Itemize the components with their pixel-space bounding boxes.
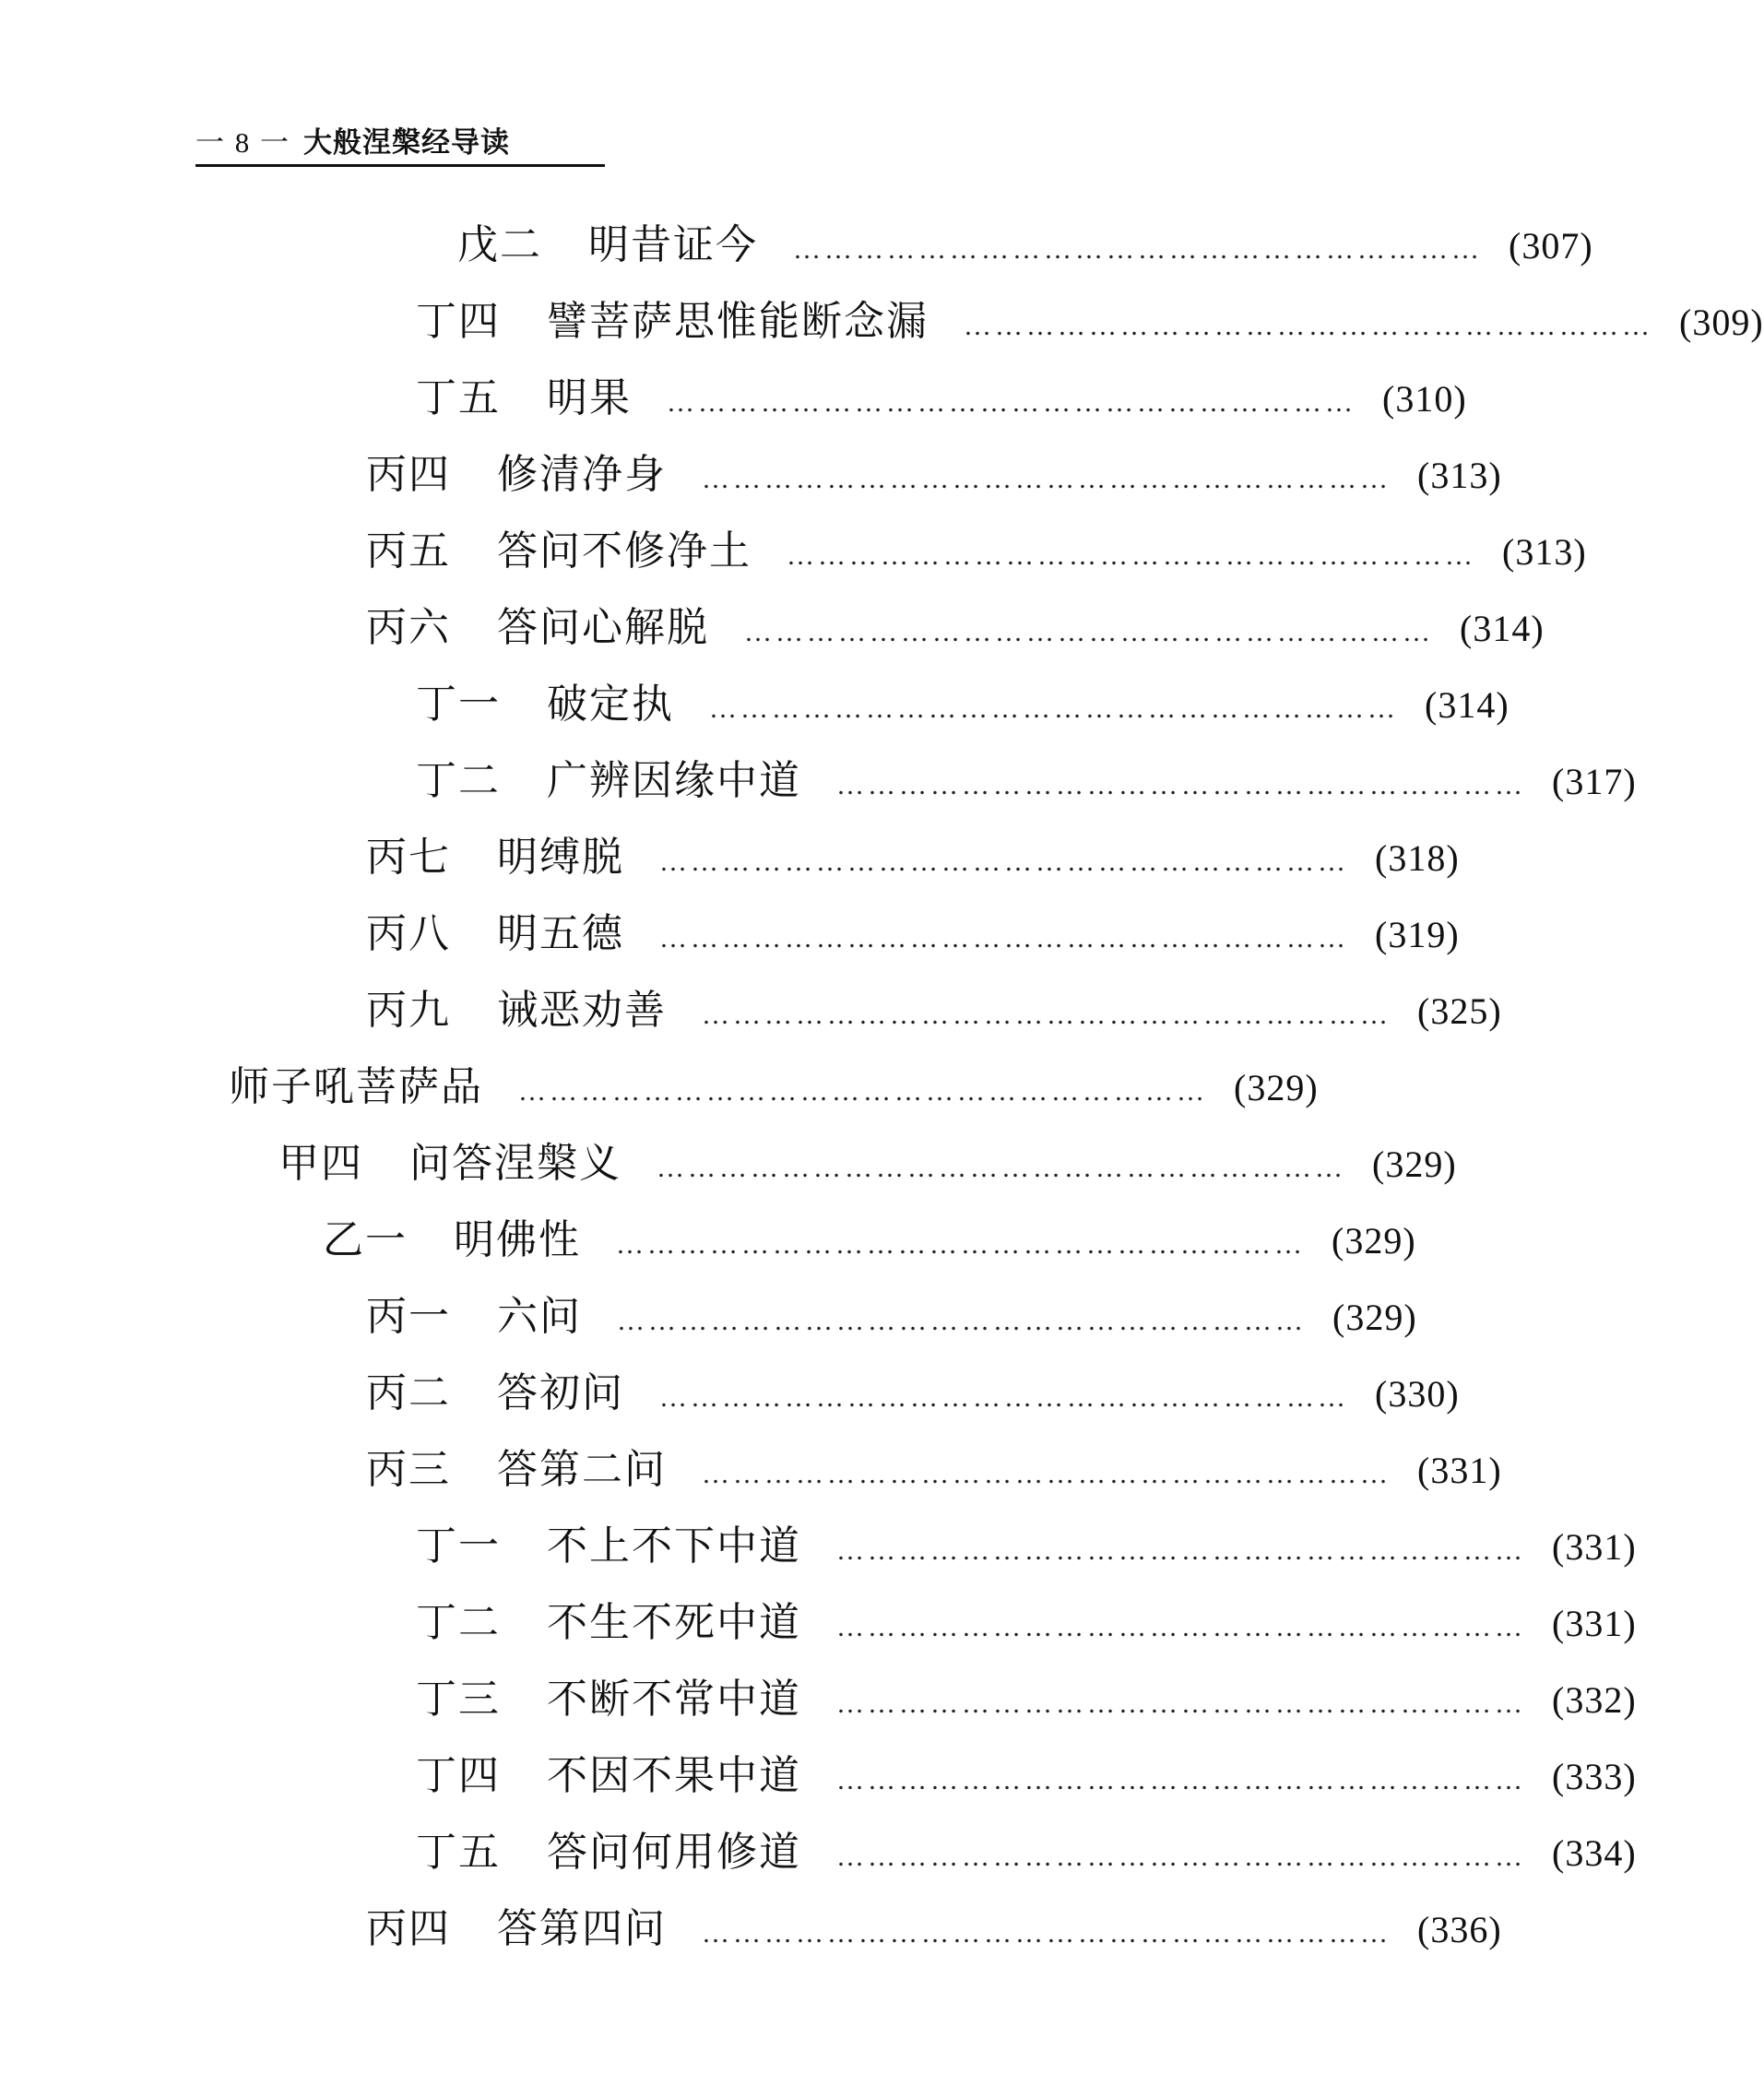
toc-entry-page: (330) bbox=[1375, 1373, 1460, 1415]
toc-entry[interactable] bbox=[366, 1366, 1460, 1421]
dot-leader: ………………………………………………………… bbox=[667, 387, 1356, 418]
dot-leader: ………………………………………………………… bbox=[964, 311, 1653, 341]
toc-entry-number: 丙八 bbox=[366, 910, 451, 957]
toc-entry-number: 丁三 bbox=[416, 1676, 501, 1723]
toc-entry-page: (329) bbox=[1372, 1143, 1457, 1185]
toc-entry[interactable] bbox=[366, 1902, 1502, 1957]
toc-entry-page: (313) bbox=[1417, 455, 1502, 496]
dot-leader: ………………………………………………………… bbox=[793, 234, 1483, 265]
toc-entry-number: 丙三 bbox=[366, 1446, 451, 1493]
toc-entry-number: 丙二 bbox=[366, 1369, 451, 1416]
dot-leader: ………………………………………………………… bbox=[787, 540, 1476, 571]
toc-entry[interactable] bbox=[366, 830, 1460, 885]
toc-entry-number: 丙一 bbox=[366, 1293, 451, 1340]
toc-chapter-title: 师子吼菩萨品 bbox=[229, 1063, 483, 1110]
dot-leader: ………………………………………………………… bbox=[702, 1459, 1391, 1489]
toc-entry-title: 答第四问 bbox=[497, 1905, 667, 1952]
toc-entry-title: 不上不下中道 bbox=[547, 1522, 801, 1570]
toc-entry[interactable] bbox=[416, 677, 1509, 732]
toc-entry-page: (314) bbox=[1425, 684, 1509, 726]
toc-entry-title: 答问心解脱 bbox=[497, 604, 709, 651]
toc-entry[interactable] bbox=[416, 753, 1637, 809]
toc-entry-number: 丁五 bbox=[416, 374, 501, 421]
toc-entry-page: (317) bbox=[1552, 761, 1637, 802]
toc-entry-page: (310) bbox=[1382, 378, 1467, 420]
dot-leader: ………………………………………………………… bbox=[702, 1000, 1391, 1030]
toc-entry[interactable] bbox=[416, 1672, 1637, 1727]
toc-entry[interactable] bbox=[366, 600, 1545, 656]
dot-leader: ………………………………………………………… bbox=[709, 693, 1399, 724]
toc-entry-number: 丙六 bbox=[366, 604, 451, 651]
toc-entry[interactable] bbox=[416, 1519, 1637, 1574]
toc-entry-title: 不因不果中道 bbox=[547, 1752, 801, 1799]
toc-entry-number: 丙九 bbox=[366, 987, 451, 1034]
toc-entry[interactable] bbox=[457, 218, 1593, 273]
dot-leader: ………………………………………………………… bbox=[836, 1765, 1526, 1795]
toc-entry-title: 答第二问 bbox=[497, 1446, 667, 1493]
toc-entry[interactable] bbox=[366, 1289, 1417, 1345]
toc-chapter-entry[interactable] bbox=[229, 1060, 1319, 1115]
header-page-number: 一 8 一 bbox=[195, 126, 290, 159]
toc-entry-page: (331) bbox=[1552, 1603, 1637, 1644]
toc-entry[interactable] bbox=[416, 1825, 1637, 1880]
dot-leader: ………………………………………………………… bbox=[836, 1842, 1526, 1872]
toc-entry-title: 明五德 bbox=[497, 910, 624, 957]
dot-leader: ………………………………………………………… bbox=[836, 1535, 1526, 1566]
dot-leader: ………………………………………………………… bbox=[744, 617, 1434, 647]
toc-entry-page: (325) bbox=[1417, 990, 1502, 1032]
toc-entry-page: (313) bbox=[1502, 531, 1587, 573]
toc-entry-number: 丁二 bbox=[416, 1599, 501, 1646]
toc-entry-title: 广辨因缘中道 bbox=[547, 757, 801, 804]
header-book-title: 大般涅槃经导读 bbox=[303, 126, 510, 160]
toc-entry-number: 丁五 bbox=[416, 1829, 501, 1876]
toc-entry-title: 六问 bbox=[497, 1293, 582, 1340]
toc-entry-title: 明缚脱 bbox=[497, 834, 624, 881]
dot-leader: ………………………………………………………… bbox=[518, 1076, 1208, 1107]
toc-entry-title: 明昔证今 bbox=[588, 221, 758, 268]
dot-leader: ………………………………………………………… bbox=[836, 770, 1526, 800]
toc-entry-number: 丁四 bbox=[416, 1752, 501, 1799]
toc-entry-title: 修清净身 bbox=[497, 451, 667, 498]
toc-entry-page: (334) bbox=[1552, 1832, 1637, 1874]
toc-entry-page: (329) bbox=[1332, 1297, 1417, 1338]
toc-entry-page: (309) bbox=[1679, 302, 1764, 343]
toc-entry-page: (333) bbox=[1552, 1756, 1637, 1797]
toc-entry[interactable] bbox=[323, 1213, 1416, 1268]
dot-leader: ………………………………………………………… bbox=[836, 1688, 1526, 1719]
toc-entry-page: (336) bbox=[1417, 1909, 1502, 1950]
toc-entry-page: (331) bbox=[1417, 1450, 1502, 1491]
toc-entry[interactable] bbox=[366, 1442, 1502, 1498]
dot-leader: ………………………………………………………… bbox=[702, 1918, 1391, 1949]
toc-entry-page: (332) bbox=[1552, 1679, 1637, 1721]
toc-entry-page: (318) bbox=[1375, 837, 1460, 879]
toc-entry-title: 答问不修净土 bbox=[497, 527, 752, 575]
toc-entry[interactable] bbox=[416, 1595, 1637, 1651]
toc-entry-page: (307) bbox=[1509, 225, 1593, 267]
toc-entry-title: 譬菩萨思惟能断念漏 bbox=[547, 298, 929, 345]
toc-entry[interactable] bbox=[278, 1136, 1457, 1191]
toc-entry-title: 问答涅槃义 bbox=[409, 1140, 622, 1187]
dot-leader: ………………………………………………………… bbox=[836, 1612, 1526, 1642]
toc-entry[interactable] bbox=[416, 371, 1467, 426]
dot-leader: ………………………………………………………… bbox=[617, 1306, 1307, 1336]
toc-entry-title: 诫恶劝善 bbox=[497, 987, 667, 1034]
toc-entry-page: (331) bbox=[1552, 1526, 1637, 1568]
toc-entry-number: 丁四 bbox=[416, 298, 501, 345]
toc-entry-number: 戊二 bbox=[457, 221, 542, 268]
toc-entry-title: 不生不死中道 bbox=[547, 1599, 801, 1646]
toc-entry-title: 不断不常中道 bbox=[547, 1676, 801, 1723]
toc-entry[interactable] bbox=[366, 447, 1502, 503]
toc-entry-page: (329) bbox=[1332, 1220, 1416, 1262]
dot-leader: ………………………………………………………… bbox=[616, 1229, 1306, 1260]
toc-entry-number: 丙七 bbox=[366, 834, 451, 881]
toc-entry-number: 丙四 bbox=[366, 1905, 451, 1952]
toc-entry-title: 明果 bbox=[547, 374, 632, 421]
dot-leader: ………………………………………………………… bbox=[659, 923, 1349, 954]
dot-leader: ………………………………………………………… bbox=[657, 1153, 1346, 1183]
toc-entry-page: (329) bbox=[1234, 1067, 1319, 1108]
toc-entry-number: 丙四 bbox=[366, 451, 451, 498]
toc-entry-number: 丁一 bbox=[416, 1522, 501, 1570]
toc-entry-page: (319) bbox=[1375, 914, 1460, 955]
toc-entry-number: 甲四 bbox=[278, 1140, 363, 1187]
toc-entry[interactable] bbox=[416, 1748, 1637, 1804]
dot-leader: ………………………………………………………… bbox=[702, 464, 1391, 494]
toc-entry-number: 乙一 bbox=[323, 1216, 408, 1263]
toc-entry-number: 丁二 bbox=[416, 757, 501, 804]
dot-leader: ………………………………………………………… bbox=[659, 1382, 1349, 1413]
toc-entry-page: (314) bbox=[1460, 608, 1545, 649]
dot-leader: ………………………………………………………… bbox=[659, 847, 1349, 877]
toc-entry[interactable] bbox=[366, 983, 1502, 1038]
toc-entry-number: 丁一 bbox=[416, 681, 501, 728]
toc-entry-title: 答问何用修道 bbox=[547, 1829, 801, 1876]
toc-entry-title: 答初问 bbox=[497, 1369, 624, 1416]
toc-entry[interactable] bbox=[366, 906, 1460, 962]
toc-entry-title: 破定执 bbox=[547, 681, 674, 728]
toc-entry[interactable] bbox=[366, 524, 1587, 579]
toc-entry[interactable] bbox=[416, 294, 1764, 350]
toc-entry-title: 明佛性 bbox=[454, 1216, 581, 1263]
toc-entry-number: 丙五 bbox=[366, 527, 451, 575]
